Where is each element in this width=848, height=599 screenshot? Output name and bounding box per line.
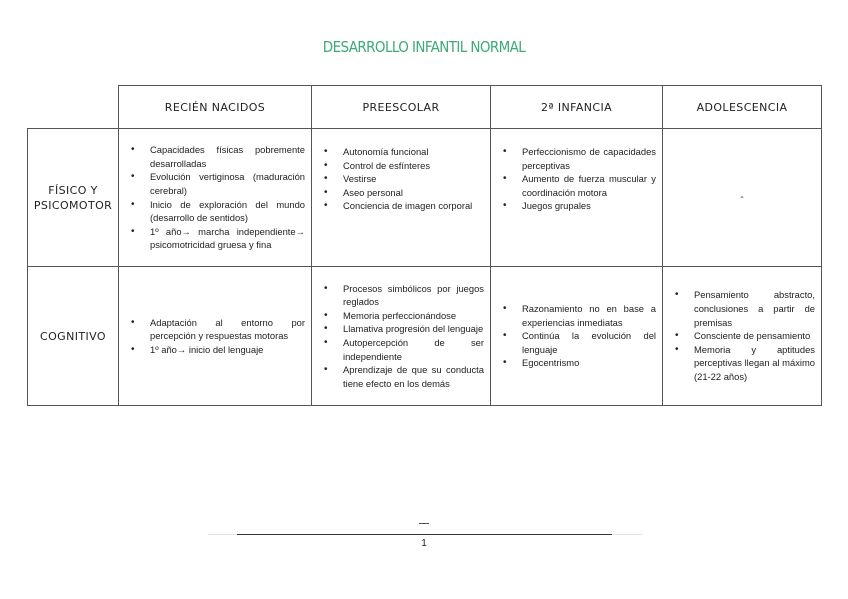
list-item: • Consciente de pensamiento (694, 329, 815, 343)
list-item: • Razonamiento no en base a experiencias inmediatas (522, 302, 656, 329)
list-item: • Perfeccionismo de capacidades perceptivas (522, 145, 656, 172)
list-item: • 1º año→ inicio del lenguaje (150, 343, 305, 357)
footer-divider (237, 534, 612, 535)
document-title: DESARROLLO INFANTIL NORMAL (322, 38, 526, 56)
row-header-line: FÍSICO Y (48, 183, 98, 197)
list-item: • Continúa la evolución del lenguaje (522, 329, 656, 356)
list-item: • Conciencia de imagen corporal (343, 199, 484, 213)
cell-fisico-segunda-infancia (491, 129, 663, 267)
column-header-adolescencia: ADOLESCENCIA (663, 86, 822, 129)
cell-cognitivo-adolescencia (663, 267, 822, 406)
cell-cognitivo-segunda-infancia (491, 267, 663, 406)
cell-fisico-preescolar (312, 129, 491, 267)
list-item: • Aseo personal (343, 186, 484, 200)
list-item: • Capacidades físicas pobremente desarrolladas (150, 143, 305, 170)
list-item: • 1º año→ marcha independiente→ psicomotricidad gruesa y fina (150, 225, 305, 252)
list-item: • Procesos simbólicos por juegos reglados (343, 282, 484, 309)
cell-fisico-recien-nacidos (119, 129, 312, 267)
list-item: • Llamativa progresión del lenguaje (343, 322, 484, 336)
row-header-fisico-psicomotor (28, 129, 119, 267)
list-item: • Evolución vertiginosa (maduración cerebral) (150, 170, 305, 197)
column-header-preescolar: PREESCOLAR (312, 86, 491, 129)
empty-corner-cell (28, 86, 119, 129)
row-header-line: COGNITIVO (40, 329, 106, 343)
cell-cognitivo-recien-nacidos (119, 267, 312, 406)
development-table (27, 85, 822, 406)
table-row-fisico-psicomotor (28, 129, 822, 267)
row-header-line: PSICOMOTOR (33, 198, 113, 212)
list-item: • Autonomía funcional (343, 145, 484, 159)
cell-cognitivo-preescolar (312, 267, 491, 406)
list-item: • Vestirse (343, 172, 484, 186)
list-item: • Memoria perfeccionándose (343, 309, 484, 323)
list-item: • Adaptación al entorno por percepción y respuestas motoras (150, 316, 305, 343)
list-item: • Pensamiento abstracto, conclusiones a partir de premisas (694, 288, 815, 329)
list-item: • Aprendizaje de que su conducta tiene efecto en los demás (343, 363, 484, 390)
row-header-cognitivo (28, 267, 119, 406)
page-number: 1 (421, 538, 427, 549)
column-header-segunda-infancia: 2ª INFANCIA (491, 86, 663, 129)
list-item: • Memoria y aptitudes perceptivas llegan al máximo (21-22 años) (694, 343, 815, 384)
list-item: • Egocentrismo (522, 356, 656, 370)
footer-mark (419, 523, 429, 524)
list-item: • Aumento de fuerza muscular y coordinación motora (522, 172, 656, 199)
column-header-recien-nacidos: RECIÉN NACIDOS (119, 86, 312, 129)
list-item: • Control de esfínteres (343, 159, 484, 173)
list-item: • Juegos grupales (522, 199, 656, 213)
cell-fisico-adolescencia: - (663, 129, 822, 267)
list-item: • Inicio de exploración del mundo (desarrollo de sentidos) (150, 198, 305, 225)
table-row-cognitivo (28, 267, 822, 406)
list-item: • Autopercepción de ser independiente (343, 336, 484, 363)
